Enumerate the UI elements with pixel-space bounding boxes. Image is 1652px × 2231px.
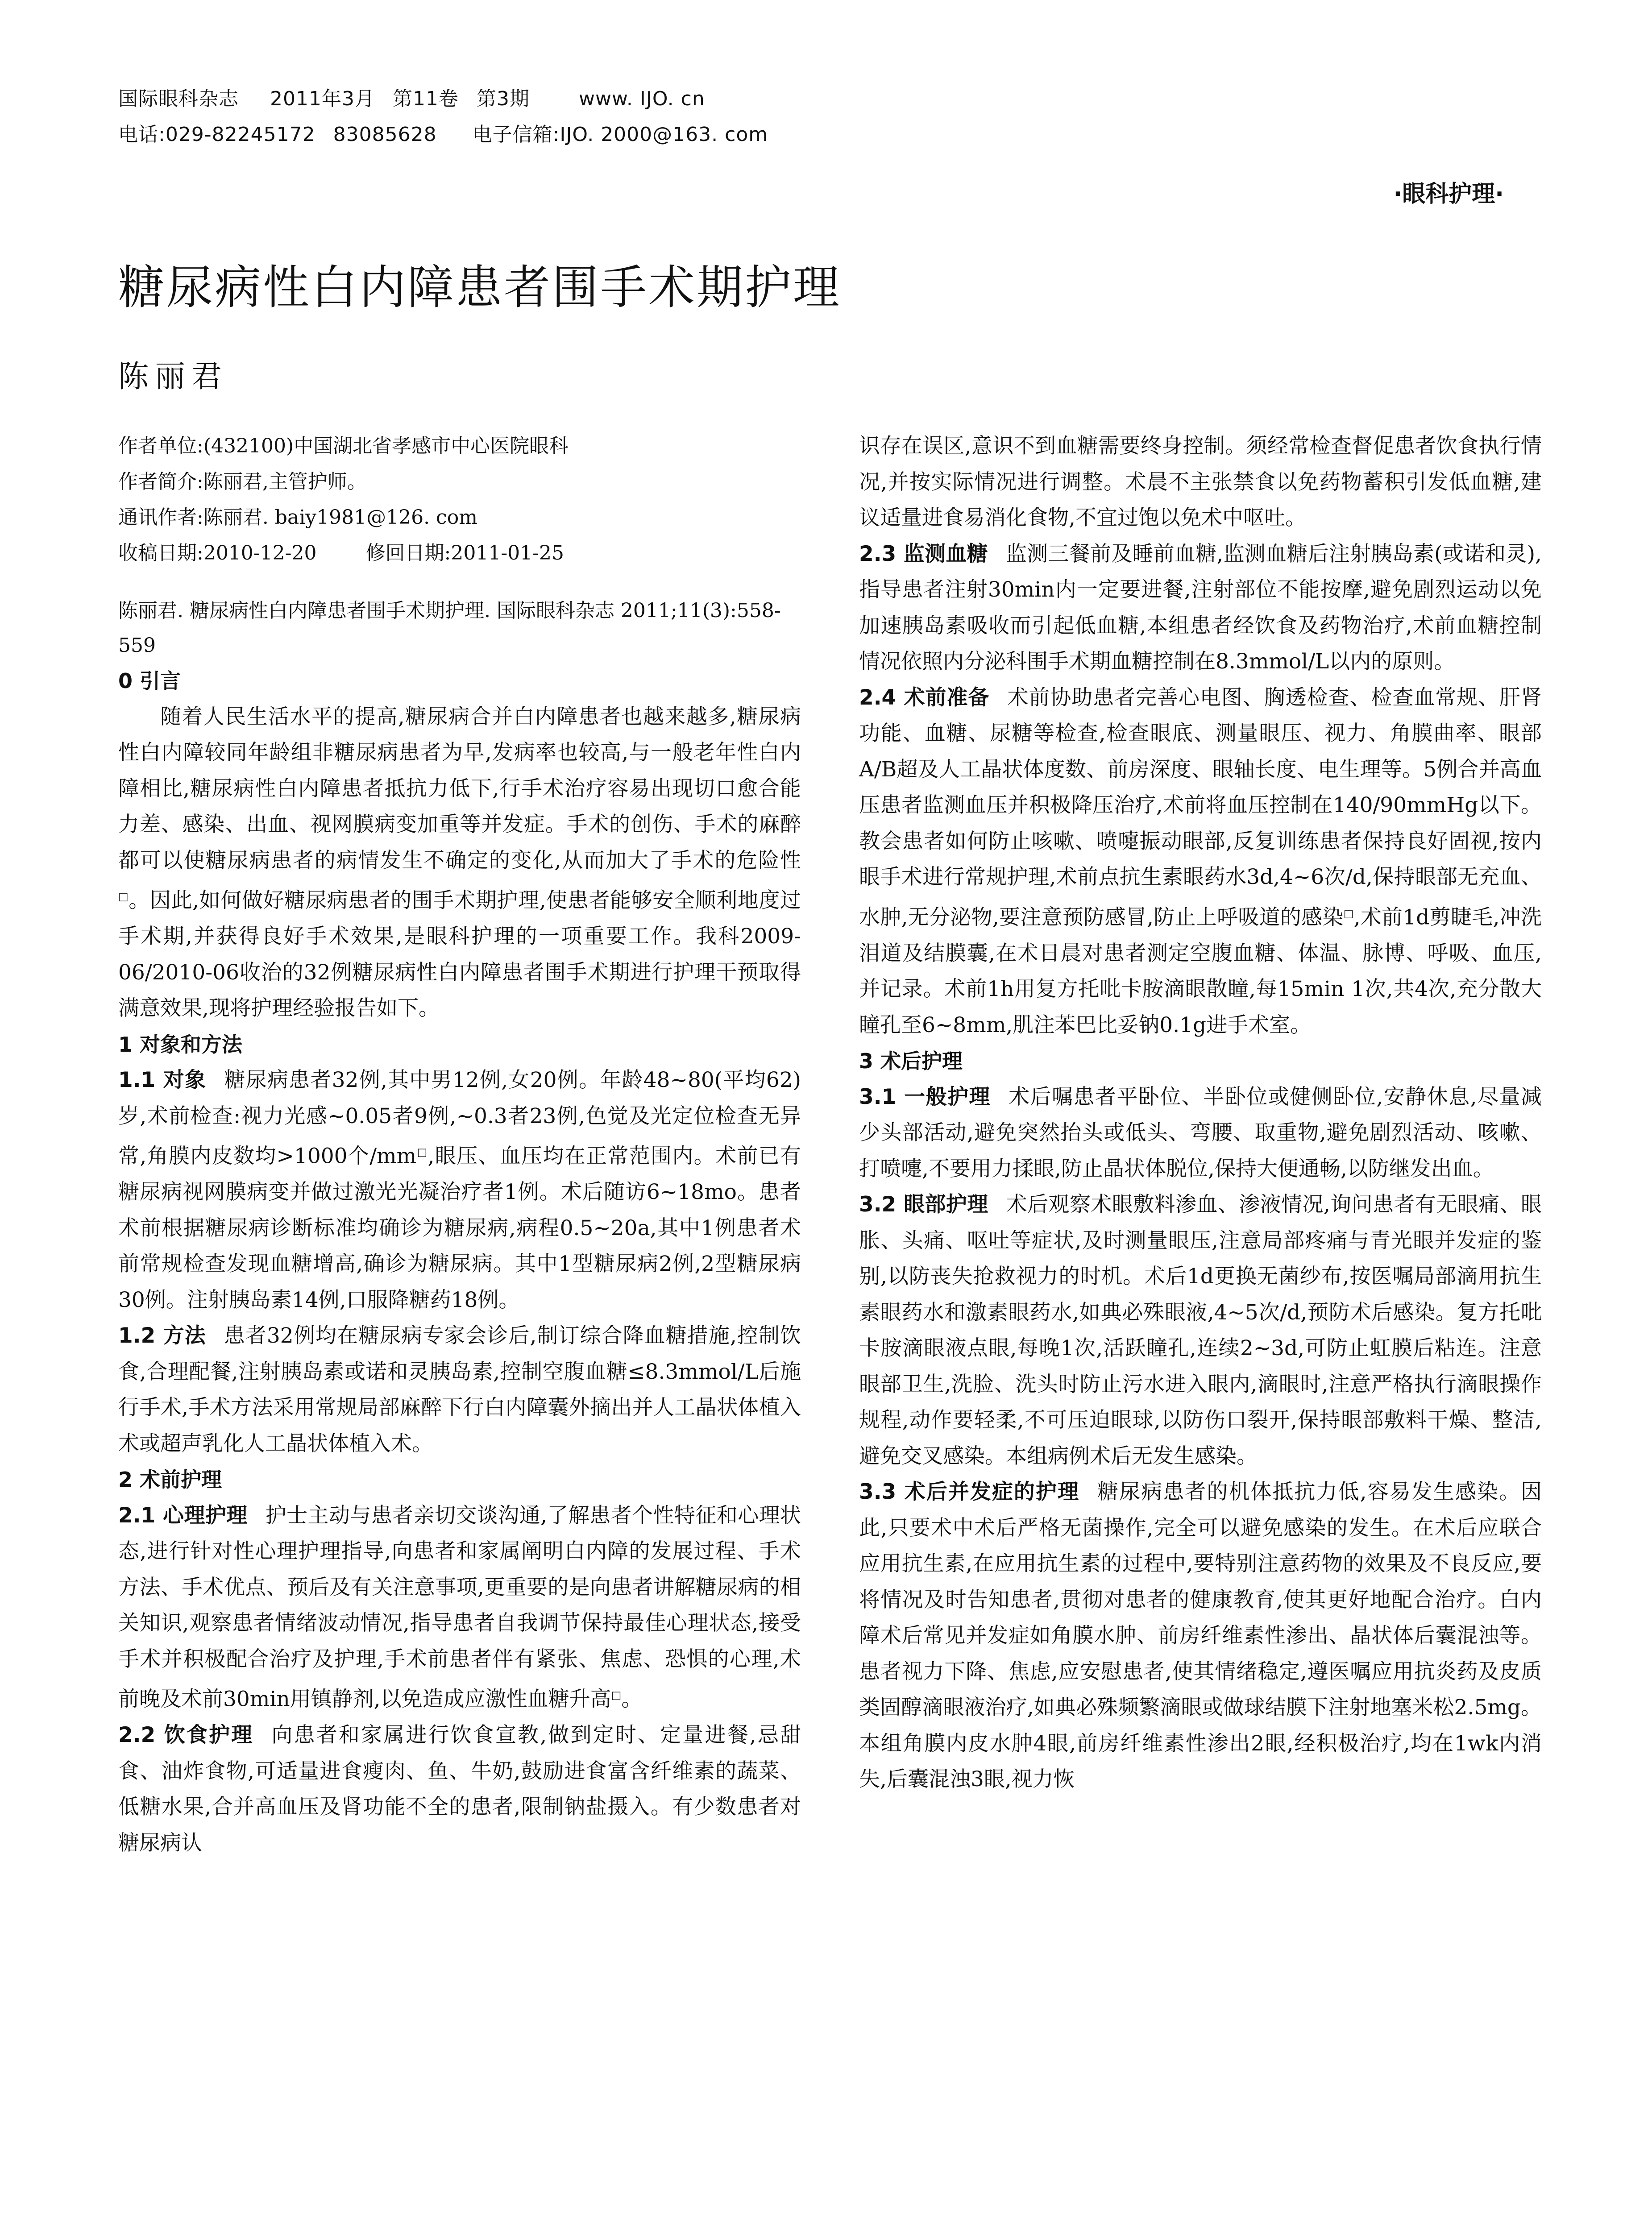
volume: 第11卷 xyxy=(392,87,459,110)
ref-mark: □ xyxy=(611,1689,622,1702)
superscript-mark: □ xyxy=(416,1146,428,1159)
text-2-2-left: 向患者和家属进行饮食宣教,做到定时、定量进餐,忌甜食、油炸食物,可适量进食瘦肉、鱼、牛奶,鼓励进食富含纤维素的蔬菜、低糖水果,合并高血压及肾功能不全的患者,限制钠盐摄入。有少数患者对糖尿病认 xyxy=(118,1723,801,1855)
article-title: 糖尿病性白内障患者围手术期护理 xyxy=(118,260,842,315)
text-1-2: 患者32例均在糖尿病专家会诊后,制订综合降血糖措施,控制饮食,合理配餐,注射胰岛素或诺和灵胰岛素,控制空腹血糖≤8.3mmol/L后施行手术,手术方法采用常规局部麻醉下行白内障囊外摘出并人工晶状体植入术或超声乳化人工晶状体植入术。 xyxy=(118,1323,801,1456)
subheading-2-1: 2.1 心理护理 xyxy=(118,1503,248,1528)
section-heading-preop: 2 术前护理 xyxy=(118,1468,222,1492)
text-2-1b: 。 xyxy=(621,1687,643,1712)
subheading-2-4: 2.4 术前准备 xyxy=(859,685,990,710)
correspondence: 通讯作者:陈丽君. baiy1981@126. com xyxy=(118,506,477,529)
phone: 电话:029-82245172 xyxy=(118,123,315,146)
email: 电子信箱:IJO. 2000@163. com xyxy=(472,123,768,146)
subheading-2-2: 2.2 饮食护理 xyxy=(118,1723,254,1748)
citation: 陈丽君. 糖尿病性白内障患者围手术期护理. 国际眼科杂志 2011;11(3):558-559 xyxy=(118,599,781,657)
paragraph-3-1 xyxy=(859,1079,1542,1187)
text-1-1a: 糖尿病患者32例,其中男12例,女20例。年龄48~80(平均62)岁,术前检查:视力光感~0.05者9例,~0.3者23例,色觉及光定位检查无异常,角膜内皮数均>1000个/mm xyxy=(118,1068,801,1169)
text-3-1: 术后嘱患者平卧位、半卧位或健侧卧位,安静休息,尽量减少头部活动,避免突然抬头或低头、弯腰、取重物,避免剧烈活动、咳嗽、打喷嚏,不要用力揉眼,防止晶状体脱位,保持大便通畅,以防继发出血。 xyxy=(859,1084,1542,1181)
section-tag: ·眼科护理· xyxy=(1393,181,1504,207)
section-heading-intro: 0 引言 xyxy=(118,669,181,693)
issue-number: 第3期 xyxy=(476,87,530,110)
received-date: 收稿日期:2010-12-20 xyxy=(118,542,317,564)
subheading-3-3: 3.3 术后并发症的护理 xyxy=(859,1480,1080,1505)
text-2-1a: 护士主动与患者亲切交谈沟通,了解患者个性特征和心理状态,进行针对性心理护理指导,向患者和家属阐明白内障的发展过程、手术方法、手术优点、预后及有关注意事项,更重要的是向患者讲解糖尿病的相关知识,观察患者情绪波动情况,指导患者自我调节保持最佳心理状态,接受手术并积极配合治疗及护理,手术前患者伴有紧张、焦虑、恐惧的心理,术前晚及术前30min用镇静剂,以免造成应激性血糖升高 xyxy=(118,1503,801,1712)
journal-header-line1 xyxy=(118,86,705,112)
left-column xyxy=(118,428,801,1861)
journal-name: 国际眼科杂志 xyxy=(118,87,239,110)
phone-2: 83085628 xyxy=(333,123,437,146)
text-3-3: 糖尿病患者的机体抵抗力低,容易发生感染。因此,只要术中术后严格无菌操作,完全可以避免感染的发生。在术后应联合应用抗生素,在应用抗生素的过程中,要特别注意药物的效果及不良反应,要将情况及时告知患者,贯彻对患者的健康教育,使其更好地配合治疗。白内障术后常见并发症如角膜水肿、前房纤维素性渗出、晶状体后囊混浊等。患者视力下降、焦虑,应安慰患者,使其情绪稳定,遵医嘱应用抗炎药及皮质类固醇滴眼液治疗,如典必殊频繁滴眼或做球结膜下注射地塞米松2.5mg。本组角膜内皮水肿4眼,前房纤维素性渗出2眼,经积极治疗,均在1wk内消失,后囊混浊3眼,视力恢 xyxy=(859,1480,1542,1792)
paragraph-2-2 xyxy=(118,1717,801,1861)
text-3-2: 术后观察术眼敷料渗血、渗液情况,询问患者有无眼痛、眼胀、头痛、呕吐等症状,及时测量眼压,注意局部疼痛与青光眼并发症的鉴别,以防丧失抢救视力的时机。术后1d更换无菌纱布,按医嘱局部滴用抗生素眼药水和激素眼药水,如典必殊眼液,4~5次/d,预防术后感染。复方托吡卡胺滴眼液点眼,每晚1次,活跃瞳孔,连续2~3d,可防止虹膜后粘连。注意眼部卫生,洗脸、洗头时防止污水进入眼内,滴眼时,注意严格执行滴眼操作规程,动作要轻柔,不可压迫眼球,以防伤口裂开,保持眼部敷料干燥、整洁,避免交叉感染。本组病例术后无发生感染。 xyxy=(859,1192,1542,1468)
paragraph-1-2 xyxy=(118,1318,801,1462)
revised-date: 修回日期:2011-01-25 xyxy=(365,542,565,564)
text-2-4b: ,术前1d剪睫毛,冲洗泪道及结膜囊,在术日晨对患者测定空腹血糖、体温、脉博、呼吸、血压,并记录。术前1h用复方托吡卡胺滴眼散瞳,每15min 1次,共4次,充分散大瞳孔至6~8mm,肌注苯巴比妥钠0.1g进手术室。 xyxy=(859,905,1542,1037)
subheading-2-3: 2.3 监测血糖 xyxy=(859,541,988,566)
paragraph-3-3 xyxy=(859,1474,1542,1798)
subheading-1-1: 1.1 对象 xyxy=(118,1068,207,1093)
intro-text-1: 随着人民生活水平的提高,糖尿病合并白内障患者也越来越多,糖尿病性白内障较同年龄组非糖尿病患者为早,发病率也较高,与一般老年性白内障相比,糖尿病性白内障患者抵抗力低下,行手术治疗容易出现切口愈合能力差、感染、出血、视网膜病变加重等并发症。手术的创伤、手术的麻醉都可以使糖尿病患者的病情发生不确定的变化,从而加大了手术的危险性 xyxy=(118,704,801,873)
text-2-3: 监测三餐前及睡前血糖,监测血糖后注射胰岛素(或诺和灵),指导患者注射30min内一定要进餐,注射部位不能按摩,避免剧烈运动以免加速胰岛素吸收而引起低血糖,本组患者经饮食及药物治疗,术前血糖控制情况依照内分泌科围手术期血糖控制在8.3mmol/L以内的原则。 xyxy=(859,541,1542,674)
intro-paragraph xyxy=(118,699,801,1027)
paragraph-1-1 xyxy=(118,1062,801,1318)
author-bio: 作者简介:陈丽君,主管护师。 xyxy=(118,470,367,493)
ref-mark: □ xyxy=(1343,907,1354,920)
subheading-1-2: 1.2 方法 xyxy=(118,1323,206,1348)
affiliation: 作者单位:(432100)中国湖北省孝感市中心医院眼科 xyxy=(118,435,569,457)
author-meta xyxy=(118,428,801,571)
paragraph-3-2 xyxy=(859,1187,1542,1474)
paragraph-2-1 xyxy=(118,1498,801,1718)
author-name: 陈丽君 xyxy=(118,359,228,394)
text-2-4a: 术前协助患者完善心电图、胸透检查、检查血常规、肝肾功能、血糖、尿糖等检查,检查眼底、测量眼压、视力、角膜曲率、眼部A/B超及人工晶状体度数、前房深度、眼轴长度、电生理等。5例合并高血压患者监测血压并积极降压治疗,术前将血压控制在140/90mmHg以下。教会患者如何防止咳嗽、喷嚏振动眼部,反复训练患者保持良好固视,按内眼手术进行常规护理,术前点抗生素眼药水3d,4~6次/d,保持眼部无充血、水肿,无分泌物,要注意预防感冒,防止上呼吸道的感染 xyxy=(859,685,1542,930)
intro-text-2: 。因此,如何做好糖尿病患者的围手术期护理,使患者能够安全顺利地度过手术期,并获得良好手术效果,是眼科护理的一项重要工作。我科2009-06/2010-06收治的32例糖尿病性白内障患者围手术期进行护理干预取得满意效果,现将护理经验报告如下。 xyxy=(118,888,801,1021)
subheading-3-1: 3.1 一般护理 xyxy=(859,1084,991,1109)
dates xyxy=(118,535,801,571)
text-1-1b: ,眼压、血压均在正常范围内。术前已有糖尿病视网膜病变并做过激光光凝治疗者1例。术后随访6~18mo。患者术前根据糖尿病诊断标准均确诊为糖尿病,病程0.5~20a,其中1例患者术前常规检查发现血糖增高,确诊为糖尿病。其中1型糖尿病2例,2型糖尿病30例。注射胰岛素14例,口服降糖药18例。 xyxy=(118,1144,801,1312)
right-column xyxy=(859,428,1542,1798)
issue-date: 2011年3月 xyxy=(270,87,375,110)
journal-website: www. IJO. cn xyxy=(578,87,705,110)
journal-header-line2 xyxy=(118,121,768,148)
subheading-3-2: 3.2 眼部护理 xyxy=(859,1192,988,1217)
paragraph-2-2-cont: 识存在误区,意识不到血糖需要终身控制。须经常检查督促患者饮食执行情况,并按实际情况进行调整。术晨不主张禁食以免药物蓄积引发低血糖,建议适量进食易消化食物,不宜过饱以免术中呕吐。 xyxy=(859,434,1542,530)
ref-mark: □ xyxy=(118,890,129,903)
paragraph-2-4 xyxy=(859,680,1542,1044)
paragraph-2-3 xyxy=(859,536,1542,680)
section-heading-methods: 1 对象和方法 xyxy=(118,1032,243,1057)
section-heading-postop: 3 术后护理 xyxy=(859,1049,963,1074)
